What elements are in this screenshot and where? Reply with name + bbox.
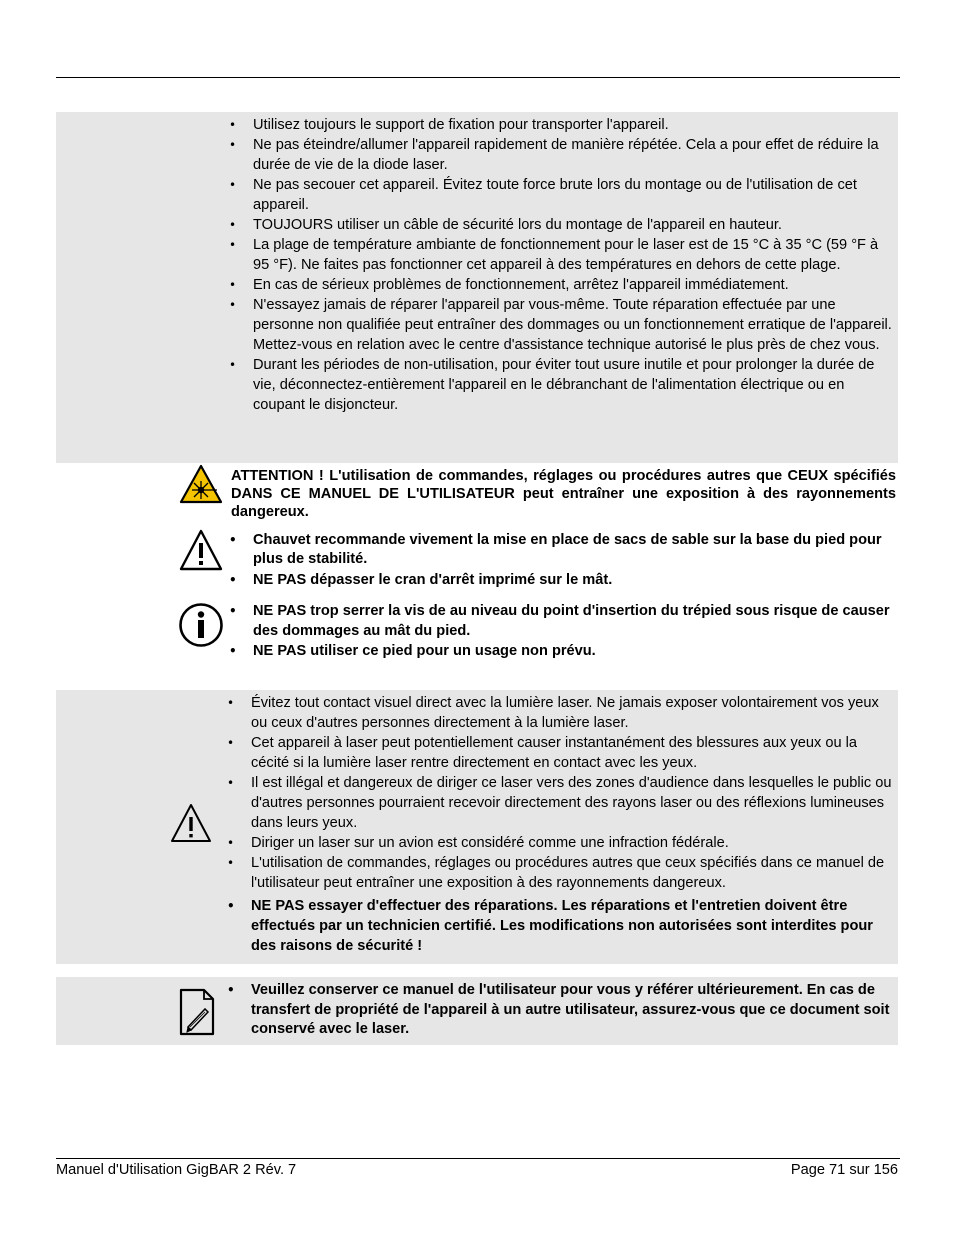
document-note-icon: [178, 987, 218, 1037]
list-item: • Veuillez conserver ce manuel de l'utilisateur pour vous y référer ultérieurement. En cas de transfert de propriété de l'appareil à un autre utilisateur, assurez-vous que ce document soit conservé avec le laser.: [251, 981, 893, 1040]
footer-page-number: Page 71 sur 156: [790, 1162, 898, 1178]
note-section: [56, 977, 898, 1045]
list-item: • Durant les périodes de non-utilisation, pour éviter tout usure inutile et pour prolonger la durée de vie, déconnectez-entièrement l'appareil en le débranchant de l'alimentation électrique ou en coupant le disjoncteur.: [253, 355, 897, 415]
list-item: • Diriger un laser sur un avion est considéré comme une infraction fédérale.: [251, 833, 893, 853]
list-item: • N'essayez jamais de réparer l'appareil par vous-même. Toute réparation effectuée par une personne non qualifiée peut entraîner des dommages ou un fonctionnement erratique de l'appareil. Mettez-vous en relation avec le centre d'assistance technique autorisé le plus près de chez vous.: [253, 295, 897, 355]
info-icon: [178, 602, 224, 648]
list-item: • NE PAS utiliser ce pied pour un usage non prévu.: [253, 641, 898, 661]
footer-rule: [56, 1158, 900, 1159]
list-item: • TOUJOURS utiliser un câble de sécurité lors du montage de l'appareil en hauteur.: [253, 215, 897, 235]
footer-manual-title: Manuel d'Utilisation GigBAR 2 Rév. 7: [56, 1162, 297, 1178]
general-safety-section: [56, 112, 898, 463]
list-item: • En cas de sérieux problèmes de fonctionnement, arrêtez l'appareil immédiatement.: [253, 275, 897, 295]
list-item: • Ne pas éteindre/allumer l'appareil rapidement de manière répétée. Cela a pour effet de réduire la durée de vie de la diode laser.: [253, 135, 897, 175]
list-item: • L'utilisation de commandes, réglages ou procédures autres que ceux spécifiés dans ce manuel de l'utilisateur peut entraîner une exposition à des rayonnements dangereux.: [251, 853, 893, 893]
caution-list: [253, 531, 898, 590]
list-item: • NE PAS trop serrer la vis de au niveau du point d'insertion du trépied sous risque de causer des dommages au mât du pied.: [253, 601, 898, 641]
info-list: [253, 601, 898, 661]
list-item: • Ne pas secouer cet appareil. Évitez toute force brute lors du montage ou de l'utilisation de cet appareil.: [253, 175, 897, 215]
list-item: • La plage de température ambiante de fonctionnement pour le laser est de 15 °C à 35 °C (59 °F à 95 °F). Ne faites pas fonctionner cet appareil à des températures en dehors de cette plage.: [253, 235, 897, 275]
laser-safety-list: [251, 693, 893, 956]
list-item: • Chauvet recommande vivement la mise en place de sacs de sable sur la base du pied pour plus de stabilité.: [253, 531, 898, 569]
list-item: • NE PAS essayer d'effectuer des réparations. Les réparations et l'entretien doivent être effectués par un technicien certifié. Les modifications non autorisées sont interdites pour des raisons de sécurité !: [251, 896, 893, 956]
header-rule: [56, 77, 900, 78]
list-item: • NE PAS dépasser le cran d'arrêt imprimé sur le mât.: [253, 571, 898, 590]
laser-warning-text: ATTENTION ! L'utilisation de commandes, réglages ou procédures autres que CEUX spécifiés DANS CE MANUEL DE L'UTILISATEUR peut entraîner une exposition à des rayonnements dangereux.: [231, 468, 896, 520]
list-item: • Cet appareil à laser peut potentiellement causer instantanément des blessures aux yeux ou la cécité si la lumière laser rentre directement en contact avec les yeux.: [251, 733, 893, 773]
laser-safety-section: [56, 690, 898, 964]
list-item: • Il est illégal et dangereux de diriger ce laser vers des zones d'audience dans lesquelles le public ou d'autres personnes pourraient recevoir directement des rayons laser ou des réflexions lumineuses dans leurs yeux.: [251, 773, 893, 833]
note-list: [251, 981, 893, 1040]
general-safety-list: [253, 115, 897, 415]
list-item: • Utilisez toujours le support de fixation pour transporter l'appareil.: [253, 115, 897, 135]
list-item: • Évitez tout contact visuel direct avec la lumière laser. Ne jamais exposer volontairement vos yeux ou ceux d'autres personnes directement à la lumière laser.: [251, 693, 893, 733]
laser-warning-icon: [179, 464, 223, 504]
caution-icon: [179, 528, 223, 572]
caution-icon: [170, 802, 212, 844]
